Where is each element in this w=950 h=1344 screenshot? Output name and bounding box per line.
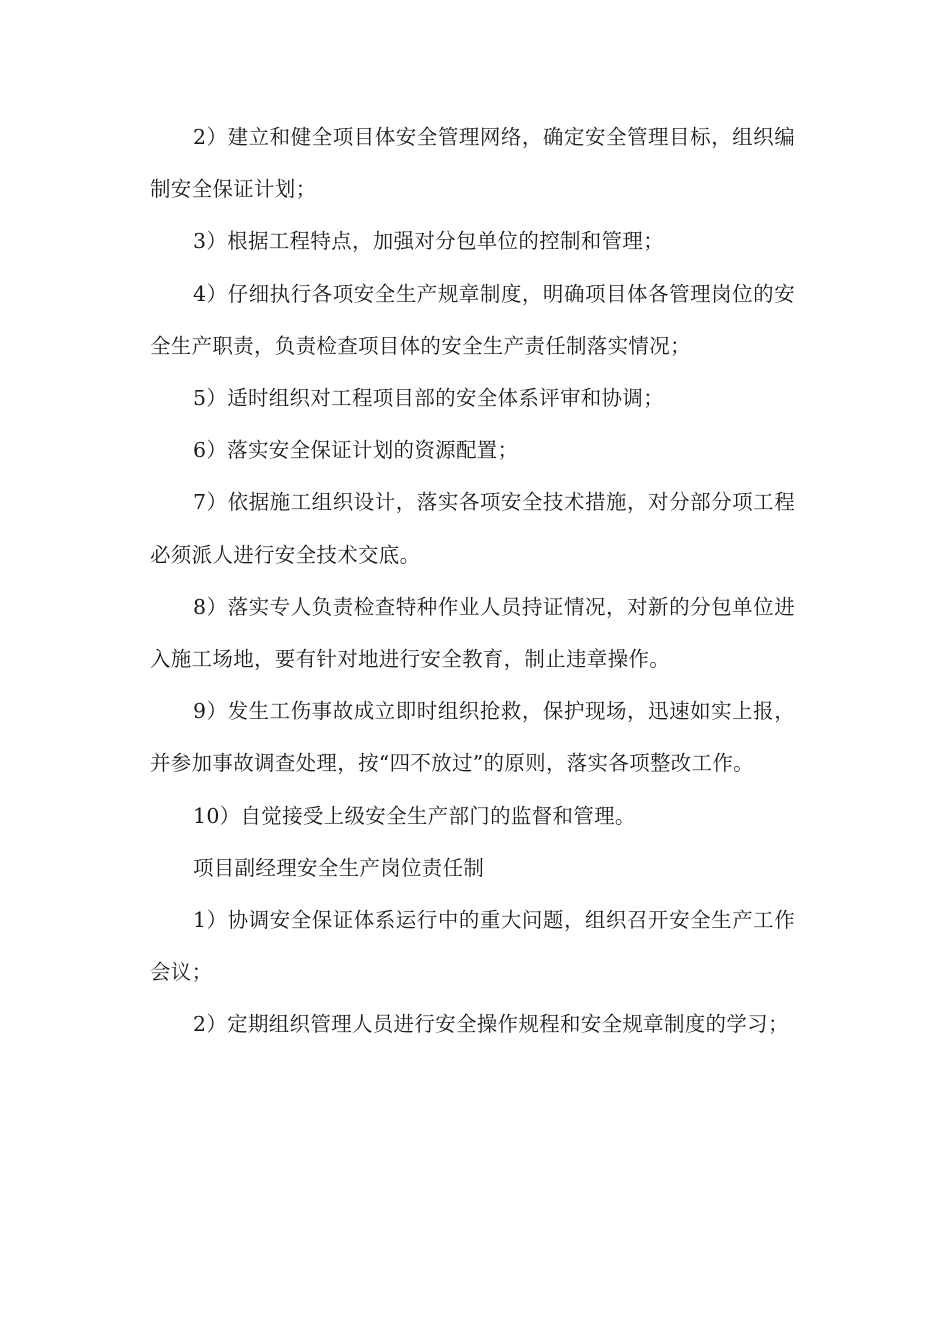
paragraph-item-2-safety-network: 2）建立和健全项目体安全管理网络，确定安全管理目标，组织编制安全保证计划； bbox=[150, 125, 795, 202]
paragraph-item-3-subcontractor-control: 3）根据工程特点，加强对分包单位的控制和管理； bbox=[193, 229, 664, 254]
paragraph-item-6-resource-allocation: 6）落实安全保证计划的资源配置； bbox=[193, 438, 519, 463]
paragraph-item-9-accident-handling: 9）发生工伤事故成立即时组织抢救，保护现场，迅速如实上报，并参加事故调查处理，按“四不放过”的原则，落实各项整改工作。 bbox=[150, 699, 795, 776]
paragraph-item-1-coordination: 1）协调安全保证体系运行中的重大问题，组织召开安全生产工作会议； bbox=[150, 908, 795, 985]
section-heading-deputy-manager: 项目副经理安全生产岗位责任制 bbox=[193, 855, 485, 880]
paragraph-item-10-supervision: 10）自觉接受上级安全生产部门的监督和管理。 bbox=[193, 803, 636, 828]
paragraph-item-5-system-review: 5）适时组织对工程项目部的安全体系评审和协调； bbox=[193, 386, 664, 411]
document-body bbox=[150, 111, 795, 1051]
paragraph-item-8-certification-check: 8）落实专人负责检查特种作业人员持证情况，对新的分包单位进入施工场地，要有针对地进行安全教育，制止违章操作。 bbox=[150, 594, 795, 672]
paragraph-item-2-regular-training: 2）定期组织管理人员进行安全操作规程和安全规章制度的学习； bbox=[193, 1012, 789, 1037]
paragraph-item-7-technical-measures: 7）依据施工组织设计，落实各项安全技术措施，对分部分项工程必须派人进行安全技术交底。 bbox=[150, 490, 795, 567]
paragraph-item-4-safety-rules: 4）仔细执行各项安全生产规章制度，明确项目体各管理岗位的安全生产职责，负责检查项目体的安全生产责任制落实情况； bbox=[150, 281, 795, 358]
